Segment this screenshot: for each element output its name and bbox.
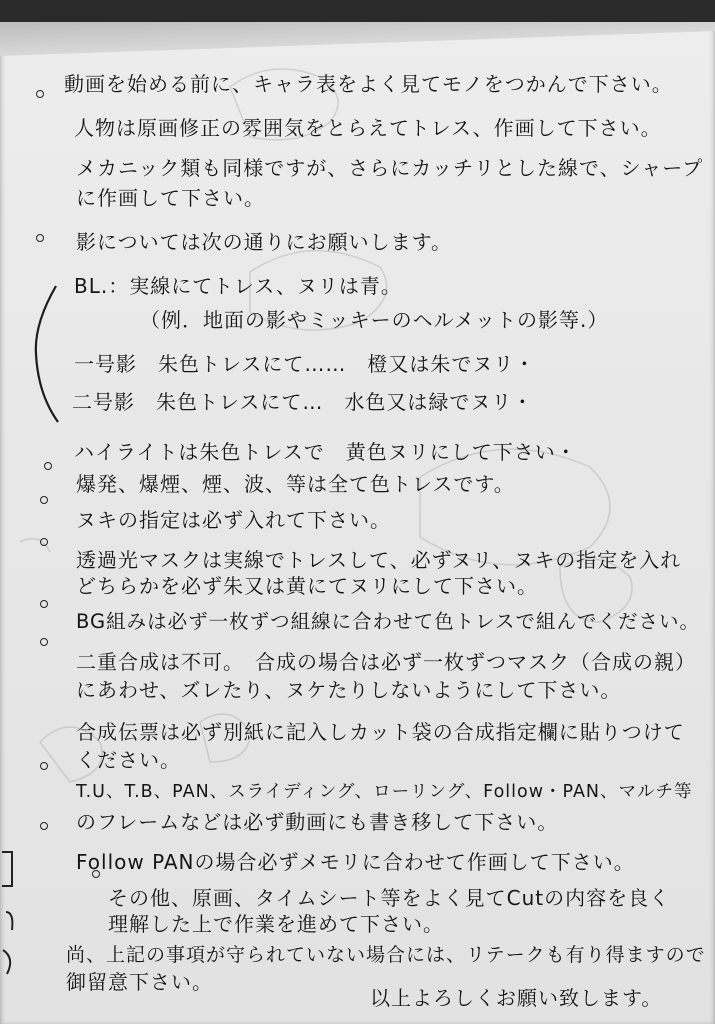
note-line-21: のフレームなどは必ず動画にも書き移して下さい。 (76, 810, 559, 834)
bullet-1 (36, 90, 44, 98)
note-line-closing: 以上よろしくお願い致します。 (370, 986, 663, 1010)
note-line-2: 人物は原画修正の雰囲気をとらえてトレス、作画して下さい。 (74, 116, 662, 140)
note-line-23: その他、原画、タイムシート等をよく見てCutの内容を良く (108, 886, 671, 910)
bullet-7 (40, 638, 48, 646)
note-line-13: 透過光マスクは実線でトレスして、必ずヌリ、ヌキの指定を入れ (76, 548, 682, 572)
shadow-bracket (30, 284, 70, 424)
note-line-19: ください。 (76, 748, 181, 772)
note-line-11: 爆発、爆煙、煙、波、等は全て色トレスです。 (76, 472, 515, 496)
note-line-15: BG組みは必ず一枚ずつ組線に合わせて色トレスで組んでください。 (76, 610, 701, 633)
bullet-6 (40, 600, 48, 608)
note-line-14: どちらかを必ず朱又は黄にてヌリにして下さい。 (76, 574, 538, 598)
note-line-12: ヌキの指定は必ず入れて下さい。 (76, 508, 391, 532)
note-line-17: にあわせ、ズレたり、ヌケたりしないようにして下さい。 (76, 678, 622, 702)
note-line-8: 一号影 朱色トレスにて…… 橙又は朱でヌリ・ (74, 352, 536, 376)
bullet-4 (40, 496, 48, 504)
note-line-9: 二号影 朱色トレスにて… 水色又は緑でヌリ・ (72, 390, 534, 414)
bullet-5 (40, 538, 48, 546)
note-line-10: ハイライトは朱色トレスで 黄色ヌリにして下さい・ (74, 440, 577, 464)
note-line-22: Follow PANの場合必ずメモリに合わせて作画して下さい。 (76, 850, 635, 874)
paper-top-edge (0, 22, 715, 56)
note-line-7: （例．地面の影やミッキーのヘルメットの影等.） (140, 308, 609, 332)
note-line-4: に作画して下さい。 (76, 186, 265, 210)
note-line-5: 影については次の通りにお願いします。 (76, 230, 452, 254)
note-line-3: メカニック類も同様ですが、さらにカッチリとした線で、シャープ (76, 156, 704, 180)
bullet-3 (44, 462, 52, 470)
note-line-25: 尚、上記の事項が守られていない場合には、リテークも有り得ますので (66, 944, 706, 966)
bullet-9 (40, 822, 48, 830)
note-line-20: T.U、T.B、PAN、スライディング、ローリング、Follow・PAN、マルチ等 (76, 782, 693, 802)
note-line-24: 理解した上で作業を進めて下さい。 (108, 912, 444, 936)
bullet-8 (40, 762, 48, 770)
bullet-2 (36, 234, 44, 242)
note-line-1: 動画を始める前に、キャラ表をよく見てモノをつかんで下さい。 (64, 72, 673, 96)
note-line-16: 二重合成は不可。 合成の場合は必ず一枚ずつマスク（合成の親） (76, 650, 696, 674)
paper-sheet (0, 22, 715, 1024)
left-edge-marks (0, 842, 20, 992)
note-line-26: 御留意下さい。 (66, 970, 213, 994)
note-line-6: BL.：実線にてトレス、ヌリは青。 (74, 274, 402, 298)
note-line-18: 合成伝票は必ず別紙に記入しカット袋の合成指定欄に貼りつけて (76, 720, 685, 744)
